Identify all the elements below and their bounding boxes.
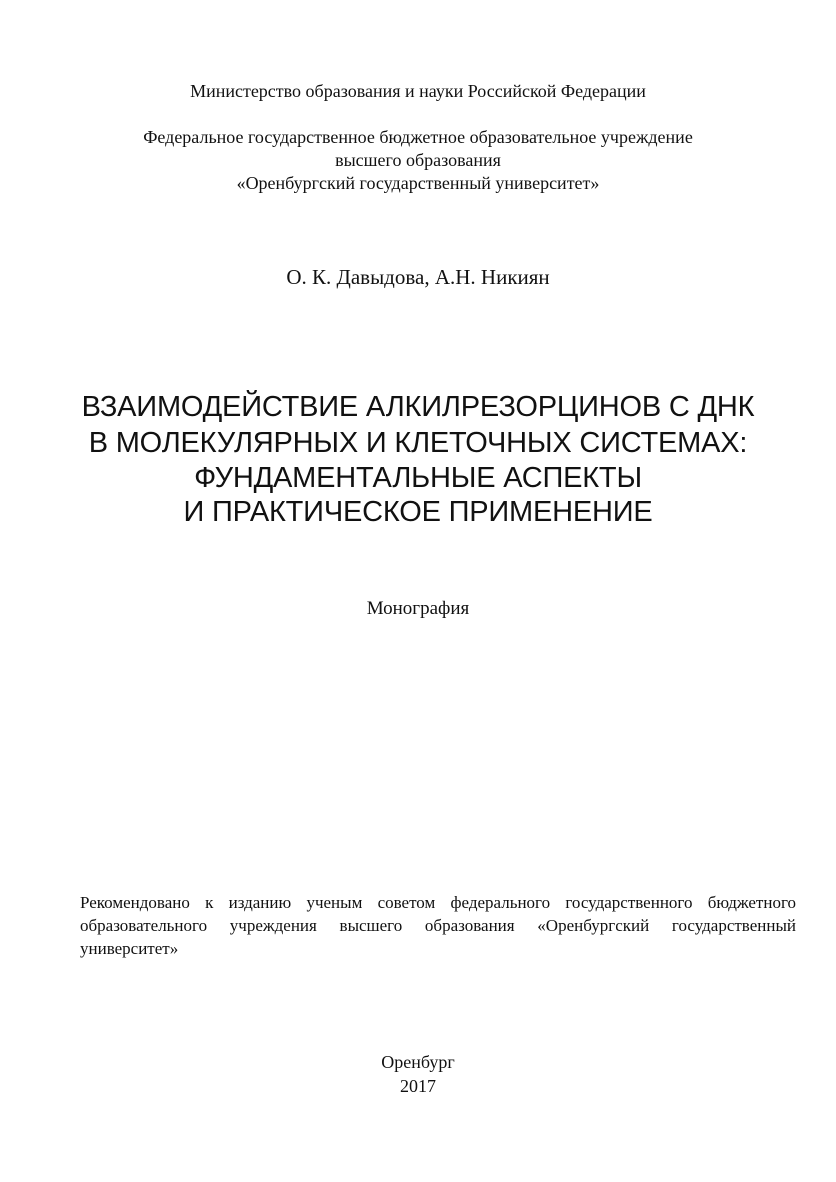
book-title-line: В МОЛЕКУЛЯРНЫХ И КЛЕТОЧНЫХ СИСТЕМАХ:: [88, 427, 748, 459]
publication-city: Оренбург: [381, 1052, 455, 1072]
authors: О. К. Давыдова, А.Н. Никиян: [286, 265, 550, 289]
publication-type: Монография: [366, 598, 470, 619]
ministry-name: Министерство образования и науки Российской Федерации: [190, 81, 646, 101]
university-name: «Оренбургский государственный университет»: [236, 173, 600, 193]
institution-type: Федеральное государственное бюджетное образовательное учреждение: [143, 127, 693, 147]
recommendation-note: Рекомендовано к изданию ученым советом федерального государственного бюджетного образовательного учреждения высшего образования «Оренбургский государственный университет»: [80, 893, 796, 958]
book-title-line: ВЗАИМОДЕЙСТВИЕ АЛКИЛРЕЗОРЦИНОВ С ДНК: [81, 391, 755, 423]
book-title-line: ФУНДАМЕНТАЛЬНЫЕ АСПЕКТЫ: [194, 462, 642, 494]
book-title-line: И ПРАКТИЧЕСКОЕ ПРИМЕНЕНИЕ: [183, 496, 653, 528]
publication-year: 2017: [400, 1076, 436, 1096]
institution-education-level: высшего образования: [335, 150, 501, 170]
